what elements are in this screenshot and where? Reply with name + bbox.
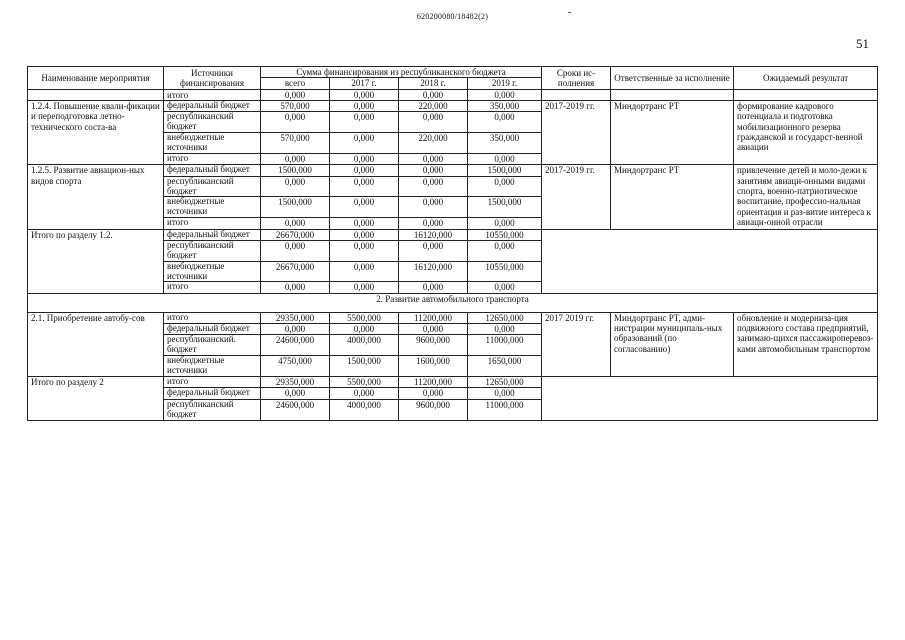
value-cell: 26670,000 <box>261 229 330 240</box>
document-id: 620200080/18482(2) <box>416 12 489 21</box>
value-cell: 0,000 <box>330 388 399 399</box>
value-cell: 11000,000 <box>468 335 542 356</box>
source-cell: итого <box>164 282 261 293</box>
page-number: 51 <box>856 36 869 51</box>
funding-table <box>27 66 878 421</box>
value-cell: 1650,000 <box>468 356 542 377</box>
header-name: Наименование мероприятия <box>28 67 164 90</box>
table-row <box>28 229 878 240</box>
value-cell: 0,000 <box>399 324 468 335</box>
source-cell: республиканский бюджет <box>164 399 261 420</box>
value-cell: 0,000 <box>330 240 399 261</box>
value-cell: 0,000 <box>399 282 468 293</box>
value-cell: 5500,000 <box>330 377 399 388</box>
source-cell: республиканский бюджет <box>164 176 261 197</box>
value-cell: 12650,000 <box>468 312 542 323</box>
value-cell: 0,000 <box>261 240 330 261</box>
value-cell: 0,000 <box>468 176 542 197</box>
header-funding: Сумма финансирования из республиканского бюджета <box>261 67 542 78</box>
source-cell: республиканский бюджет <box>164 112 261 133</box>
activity-name: 2.1. Приобретение автобу-сов <box>28 312 164 376</box>
result-cell: привлечение детей и моло-дежи к занятиям авиаци-онными видами спорта, военно-патриотическое воспитание, профессио-нальная ориентация и раз-витие интереса к авиаци-онной отрасли <box>734 165 878 229</box>
value-cell: 1500,000 <box>468 165 542 176</box>
source-cell: внебюджетные источники <box>164 197 261 218</box>
source-cell: итого <box>164 377 261 388</box>
responsible-cell: Миндортранс РТ <box>611 165 734 229</box>
value-cell: 0,000 <box>261 89 330 100</box>
value-cell: 1500,000 <box>330 356 399 377</box>
source-cell: федеральный бюджет <box>164 229 261 240</box>
value-cell: 0,000 <box>261 218 330 229</box>
result-cell: формирование кадрового потенциала и подготовка мобилизационного резерва гражданской и государст-венной авиации <box>734 101 878 165</box>
blank-cell <box>28 89 164 100</box>
value-cell: 0,000 <box>399 153 468 164</box>
value-cell: 0,000 <box>468 324 542 335</box>
table-row <box>28 377 878 388</box>
value-cell: 0,000 <box>399 112 468 133</box>
value-cell: 0,000 <box>468 388 542 399</box>
value-cell: 0,000 <box>468 112 542 133</box>
value-cell: 29350,000 <box>261 377 330 388</box>
carry-row <box>28 89 878 100</box>
value-cell: 0,000 <box>399 388 468 399</box>
value-cell: 11200,000 <box>399 312 468 323</box>
value-cell: 0,000 <box>468 282 542 293</box>
value-cell: 5500,000 <box>330 312 399 323</box>
header-responsible: Ответственные за исполнение <box>611 67 734 90</box>
value-cell: 10550,000 <box>468 261 542 282</box>
table-row <box>28 165 878 176</box>
source-cell: итого <box>164 89 261 100</box>
activity-name: 1.2.5. Развитие авиацион-ных видов спорта <box>28 165 164 229</box>
value-cell: 0,000 <box>330 112 399 133</box>
header-sources: Источники финансирования <box>164 67 261 90</box>
empty-cell <box>542 377 878 420</box>
value-cell: 0,000 <box>330 218 399 229</box>
value-cell: 4000,000 <box>330 399 399 420</box>
value-cell: 1600,000 <box>399 356 468 377</box>
value-cell: 29350,000 <box>261 312 330 323</box>
activity-name: Итого по разделу 1.2. <box>28 229 164 293</box>
value-cell: 4750,000 <box>261 356 330 377</box>
value-cell: 0,000 <box>330 282 399 293</box>
value-cell: 24600,000 <box>261 399 330 420</box>
value-cell: 0,000 <box>330 153 399 164</box>
section-title: 2. Развитие автомобильного транспорта <box>28 293 878 312</box>
value-cell: 220,000 <box>399 133 468 154</box>
source-cell: федеральный бюджет <box>164 324 261 335</box>
value-cell: 0,000 <box>399 240 468 261</box>
value-cell: 0,000 <box>330 176 399 197</box>
value-cell: 0,000 <box>261 388 330 399</box>
value-cell: 0,000 <box>399 218 468 229</box>
value-cell: 10550,000 <box>468 229 542 240</box>
value-cell: 4000,000 <box>330 335 399 356</box>
value-cell: 0,000 <box>399 176 468 197</box>
source-cell: республиканский. бюджет <box>164 335 261 356</box>
source-cell: республиканский бюджет <box>164 240 261 261</box>
value-cell: 0,000 <box>261 324 330 335</box>
source-cell: итого <box>164 218 261 229</box>
value-cell: 0,000 <box>399 165 468 176</box>
value-cell: 11200,000 <box>399 377 468 388</box>
value-cell: 350,000 <box>468 133 542 154</box>
value-cell: 0,000 <box>468 218 542 229</box>
value-cell: 0,000 <box>330 229 399 240</box>
value-cell: 1500,000 <box>261 197 330 218</box>
value-cell: 220,000 <box>399 101 468 112</box>
value-cell: 24600,000 <box>261 335 330 356</box>
value-cell: 350,000 <box>468 101 542 112</box>
value-cell: 0,000 <box>330 133 399 154</box>
responsible-cell: Миндортранс РТ, адми-нистрации муниципаль-ных образований (по согласованию) <box>611 312 734 376</box>
source-cell: федеральный бюджет <box>164 165 261 176</box>
value-cell: 9600,000 <box>399 399 468 420</box>
source-cell: итого <box>164 312 261 323</box>
value-cell: 570,000 <box>261 133 330 154</box>
activity-name: Итого по разделу 2 <box>28 377 164 420</box>
header-2017: 2017 г. <box>330 78 399 89</box>
value-cell: 0,000 <box>261 282 330 293</box>
value-cell: 570,000 <box>261 101 330 112</box>
blank-cell <box>542 89 611 100</box>
value-cell: 0,000 <box>330 165 399 176</box>
value-cell: 9600,000 <box>399 335 468 356</box>
terms-cell: 2017-2019 гг. <box>542 101 611 165</box>
blank-cell <box>734 89 878 100</box>
value-cell: 0,000 <box>468 89 542 100</box>
value-cell: 0,000 <box>468 153 542 164</box>
table-row <box>28 101 878 112</box>
value-cell: 0,000 <box>261 176 330 197</box>
source-cell: внебюджетные источники <box>164 356 261 377</box>
header-terms: Сроки ис-полнения <box>542 67 611 90</box>
value-cell: 16120,000 <box>399 261 468 282</box>
source-cell: внебюджетные источники <box>164 133 261 154</box>
value-cell: 0,000 <box>261 112 330 133</box>
value-cell: 0,000 <box>330 324 399 335</box>
value-cell: 0,000 <box>399 89 468 100</box>
header-dash: - <box>568 7 572 18</box>
value-cell: 12650,000 <box>468 377 542 388</box>
value-cell: 1500,000 <box>261 165 330 176</box>
value-cell: 0,000 <box>330 197 399 218</box>
header-2018: 2018 г. <box>399 78 468 89</box>
header-result: Ожидаемый результат <box>734 67 878 90</box>
source-cell: итого <box>164 153 261 164</box>
header-2019: 2019 г. <box>468 78 542 89</box>
value-cell: 11000,000 <box>468 399 542 420</box>
value-cell: 0,000 <box>261 153 330 164</box>
source-cell: федеральный бюджет <box>164 101 261 112</box>
empty-cell <box>542 229 878 293</box>
blank-cell <box>611 89 734 100</box>
value-cell: 1500,000 <box>468 197 542 218</box>
terms-cell: 2017 2019 гг. <box>542 312 611 376</box>
terms-cell: 2017-2019 гг. <box>542 165 611 229</box>
responsible-cell: Миндортранс РТ <box>611 101 734 165</box>
value-cell: 26670,000 <box>261 261 330 282</box>
value-cell: 0,000 <box>468 240 542 261</box>
section-row <box>28 293 878 312</box>
header-row-1 <box>28 67 878 78</box>
source-cell: федеральный бюджет <box>164 388 261 399</box>
result-cell: обновление и модерниза-ция подвижного состава предприятий, занимаю-щихся пассажироперевоз-ками автомобильным транспортом <box>734 312 878 376</box>
header-total: всего <box>261 78 330 89</box>
value-cell: 16120,000 <box>399 229 468 240</box>
activity-name: 1.2.4. Повышение квали-фикации и переподготовка летно-технического соста-ва <box>28 101 164 165</box>
source-cell: внебюджетные источники <box>164 261 261 282</box>
value-cell: 0,000 <box>330 261 399 282</box>
value-cell: 0,000 <box>330 101 399 112</box>
value-cell: 0,000 <box>399 197 468 218</box>
value-cell: 0,000 <box>330 89 399 100</box>
table-row <box>28 312 878 323</box>
